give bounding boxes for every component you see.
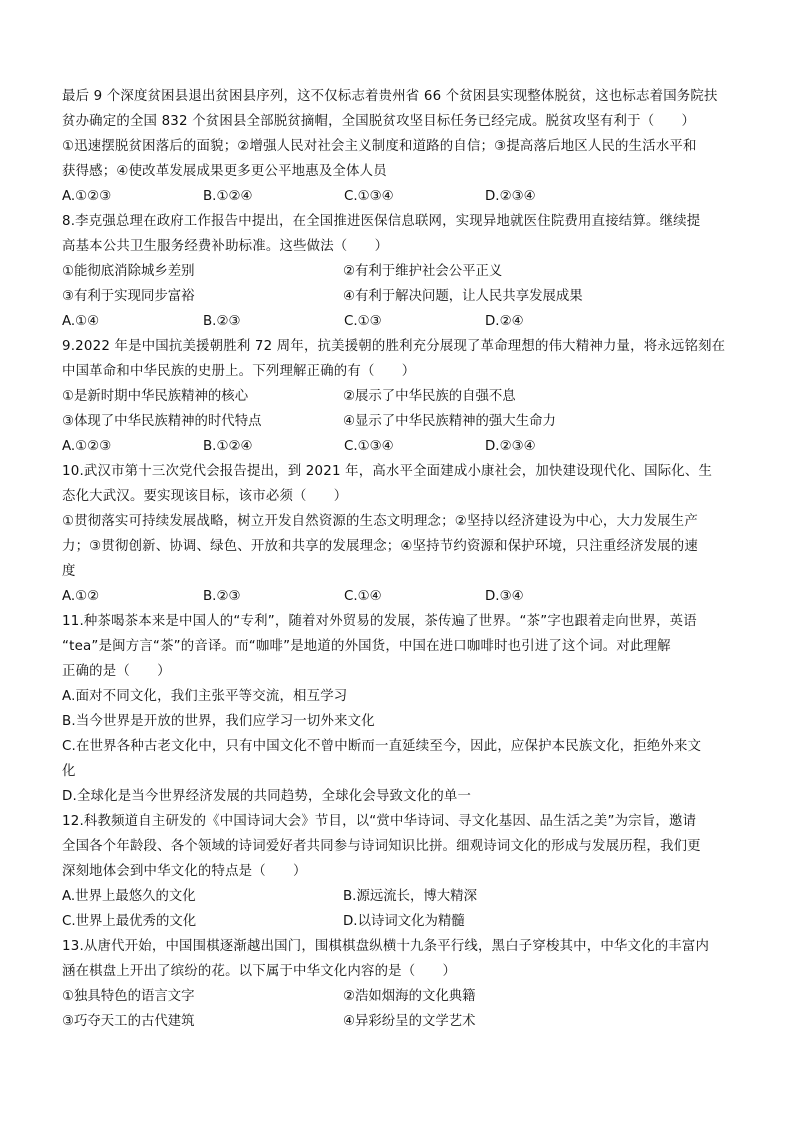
q11-stem-line: “tea”是闽方言“茶”的音译。而“咖啡”是地道的外国货，中国在进口咖啡时也引进了这个词。对此理解 bbox=[62, 639, 671, 654]
q12-stem-line: 深刻地体会到中华文化的特点是（ ） bbox=[62, 864, 307, 879]
q11-option-c-cont: 化 bbox=[62, 764, 76, 779]
question-7 bbox=[62, 84, 738, 209]
q11-option-a: A.面对不同文化，我们主张平等交流，相互学习 bbox=[62, 689, 348, 704]
q10-option-d: D.③④ bbox=[485, 589, 524, 604]
q9-statement-2: ②展示了中华民族的自强不息 bbox=[343, 389, 516, 404]
q9-statement-4: ④显示了中华民族精神的强大生命力 bbox=[343, 414, 556, 429]
q7-statement-line: ①迅速摆脱贫困落后的面貌；②增强人民对社会主义制度和道路的自信；③提高落后地区人民的生活水平和 bbox=[62, 139, 697, 154]
q13-statement-4: ④异彩纷呈的文学艺术 bbox=[343, 1014, 476, 1029]
q7-option-a: A.①②③ bbox=[62, 189, 112, 204]
question-10 bbox=[62, 459, 738, 609]
question-12 bbox=[62, 809, 738, 934]
q9-statement-1: ①是新时期中华民族精神的核心 bbox=[62, 389, 249, 404]
q8-stem-line: 高基本公共卫生服务经费补助标准。这些做法（ ） bbox=[62, 239, 389, 254]
q8-option-a: A.①④ bbox=[62, 314, 100, 329]
q8-statements-row bbox=[62, 284, 738, 309]
q7-option-b: B.①②④ bbox=[203, 189, 253, 204]
q7-statement-line: 获得感；④使改革发展成果更多更公平地惠及全体人员 bbox=[62, 164, 387, 179]
q8-option-c: C.①③ bbox=[344, 314, 382, 329]
question-9 bbox=[62, 334, 738, 459]
q7-options bbox=[62, 184, 738, 209]
q12-stem-line: 全国各个年龄段、各个领域的诗词爱好者共同参与诗词知识比拼。细观诗词文化的形成与发展历程，我们更 bbox=[62, 839, 701, 854]
q7-option-c: C.①③④ bbox=[344, 189, 394, 204]
q9-statements-row bbox=[62, 409, 738, 434]
q10-option-b: B.②③ bbox=[203, 589, 241, 604]
q13-statement-1: ①独具特色的语言文字 bbox=[62, 989, 195, 1004]
q13-statements-row bbox=[62, 1009, 738, 1034]
question-8 bbox=[62, 209, 738, 334]
q8-statement-2: ②有利于维护社会公平正义 bbox=[343, 264, 503, 279]
q10-stem-line: 态化大武汉。要实现该目标，该市必须（ ） bbox=[62, 489, 348, 504]
question-11 bbox=[62, 609, 738, 809]
q9-stem-line: 9.2022 年是中国抗美援朝胜利 72 周年，抗美援朝的胜利充分展现了革命理想的伟大精神力量，将永远铭刻在 bbox=[62, 339, 726, 354]
q10-stem-line: 10.武汉市第十三次党代会报告提出，到 2021 年，高水平全面建成小康社会，加快建设现代化、国际化、生 bbox=[62, 464, 713, 479]
q11-stem-line: 11.种茶喝茶本来是中国人的“专利”，随着对外贸易的发展，茶传遍了世界。“茶”字也跟着走向世界，英语 bbox=[62, 614, 697, 629]
q9-statement-3: ③体现了中华民族精神的时代特点 bbox=[62, 414, 262, 429]
q8-option-b: B.②③ bbox=[203, 314, 241, 329]
q11-option-b: B.当今世界是开放的世界，我们应学习一切外来文化 bbox=[62, 714, 375, 729]
q10-option-c: C.①④ bbox=[344, 589, 382, 604]
q10-options bbox=[62, 584, 738, 609]
q8-statement-4: ④有利于解决问题，让人民共享发展成果 bbox=[343, 289, 583, 304]
q8-option-d: D.②④ bbox=[485, 314, 524, 329]
q12-option-d: D.以诗词文化为精髓 bbox=[343, 914, 465, 929]
q10-statement-line: 力；③贯彻创新、协调、绿色、开放和共享的发展理念；④坚持节约资源和保护环境，只注重经济发展的速 bbox=[62, 539, 698, 554]
q9-options bbox=[62, 434, 738, 459]
q13-statements-row bbox=[62, 984, 738, 1009]
q9-stem-line: 中国革命和中华民族的史册上。下列理解正确的有（ ） bbox=[62, 364, 416, 379]
q8-statement-3: ③有利于实现同步富裕 bbox=[62, 289, 195, 304]
q10-statement-line: 度 bbox=[62, 564, 76, 579]
q9-option-d: D.②③④ bbox=[485, 439, 536, 454]
q13-stem-line: 涵在棋盘上开出了缤纷的花。以下属于中华文化内容的是（ ） bbox=[62, 964, 457, 979]
q7-stem-line: 贫办确定的全国 832 个贫困县全部脱贫摘帽，全国脱贫攻坚目标任务已经完成。脱贫攻坚有利于（ ） bbox=[62, 114, 696, 129]
question-13 bbox=[62, 934, 738, 1034]
q12-option-a: A.世界上最悠久的文化 bbox=[62, 889, 196, 904]
q12-option-c: C.世界上最优秀的文化 bbox=[62, 914, 197, 929]
q9-statements-row bbox=[62, 384, 738, 409]
q9-option-c: C.①③④ bbox=[344, 439, 394, 454]
q13-statement-3: ③巧夺天工的古代建筑 bbox=[62, 1014, 195, 1029]
q9-option-b: B.①②④ bbox=[203, 439, 253, 454]
q11-option-d: D.全球化是当今世界经济发展的共同趋势，全球化会导致文化的单一 bbox=[62, 789, 472, 804]
exam-page bbox=[62, 84, 738, 1034]
q8-statement-1: ①能彻底消除城乡差别 bbox=[62, 264, 195, 279]
q8-options bbox=[62, 309, 738, 334]
q8-statements-row bbox=[62, 259, 738, 284]
q12-option-b: B.源远流长，博大精深 bbox=[343, 889, 477, 904]
q12-options-row bbox=[62, 884, 738, 909]
q7-stem-line: 最后 9 个深度贫困县退出贫困县序列，这不仅标志着贵州省 66 个贫困县实现整体脱贫，这也标志着国务院扶 bbox=[62, 89, 718, 104]
q11-stem-line: 正确的是（ ） bbox=[62, 664, 171, 679]
q8-stem-line: 8.李克强总理在政府工作报告中提出，在全国推进医保信息联网，实现异地就医住院费用直接结算。继续提 bbox=[62, 214, 701, 229]
q13-statement-2: ②浩如烟海的文化典籍 bbox=[343, 989, 476, 1004]
q9-option-a: A.①②③ bbox=[62, 439, 112, 454]
q13-stem-line: 13.从唐代开始，中国围棋逐渐越出国门，围棋棋盘纵横十九条平行线，黑白子穿梭其中，中华文化的丰富内 bbox=[62, 939, 710, 954]
q7-option-d: D.②③④ bbox=[485, 189, 536, 204]
q10-option-a: A.①② bbox=[62, 589, 100, 604]
q12-options-row bbox=[62, 909, 738, 934]
q10-statement-line: ①贯彻落实可持续发展战略，树立开发自然资源的生态文明理念；②坚持以经济建设为中心，大力发展生产 bbox=[62, 514, 698, 529]
q11-option-c: C.在世界各种古老文化中，只有中国文化不曾中断而一直延续至今，因此，应保护本民族文化，拒绝外来文 bbox=[62, 739, 702, 754]
q12-stem-line: 12.科教频道自主研发的《中国诗词大会》节目，以“赏中华诗词、寻文化基因、品生活之美”为宗旨，邀请 bbox=[62, 814, 697, 829]
